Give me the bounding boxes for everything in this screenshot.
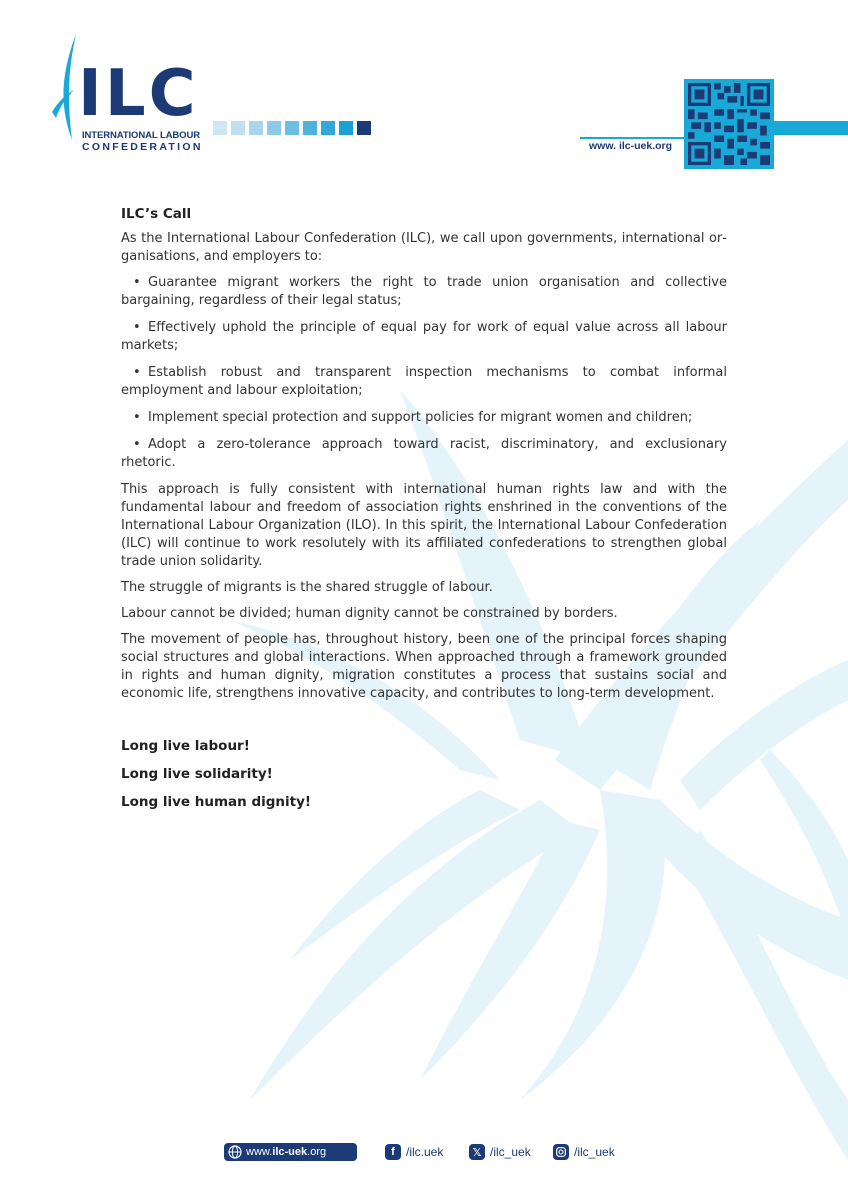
- body-paragraph: Labour cannot be divided; human dignity cannot be constrained by borders.: [121, 606, 618, 621]
- bullet-icon: •: [133, 365, 141, 380]
- x-link[interactable]: [469, 1143, 531, 1161]
- bullet-icon: •: [133, 320, 141, 335]
- list-item: • Effectively uphold the principle of equal pay for work of equal value across all labour markets;: [121, 320, 727, 353]
- facebook-handle: /ilc.uek: [406, 1145, 444, 1159]
- facebook-link[interactable]: [385, 1143, 443, 1161]
- x-icon: 𝕏: [469, 1144, 485, 1160]
- qr-code-icon: [688, 83, 770, 165]
- facebook-icon: f: [385, 1144, 401, 1160]
- footer-website-domain: ilc-uek: [272, 1146, 308, 1158]
- body-paragraph: This approach is fully consistent with international human rights law and with the fundamental labour and freedom of association rights enshrined in the conventions of the International Labour Organization (ILO). In this spirit, the International Labour Confederation (ILC) will continue to work resolutely with its affiliated confederations to strengthen global trade union solidarity.: [121, 482, 727, 569]
- section-heading: ILC’s Call: [121, 206, 192, 222]
- bullet-icon: •: [133, 410, 141, 425]
- slogan: Long live solidarity!: [121, 766, 273, 782]
- letter-body: [121, 205, 727, 821]
- header-website[interactable]: www. ilc-uek.org: [589, 140, 673, 152]
- body-paragraph: The struggle of migrants is the shared struggle of labour.: [121, 580, 493, 595]
- instagram-handle: /ilc_uek: [574, 1145, 615, 1159]
- footer-website-suffix: .org: [307, 1146, 327, 1158]
- slogans: [121, 737, 727, 811]
- bullet-icon: •: [133, 275, 141, 290]
- globe-icon: [228, 1145, 242, 1159]
- intro-paragraph: As the International Labour Confederation (ILC), we call upon governments, international organisations, and employers to:: [121, 231, 727, 264]
- header-dash-strip: [213, 121, 371, 135]
- list-item: • Implement special protection and support policies for migrant women and children;: [121, 409, 727, 427]
- instagram-icon: [553, 1144, 569, 1160]
- instagram-link[interactable]: [553, 1143, 615, 1161]
- footer-website-link[interactable]: [224, 1143, 357, 1161]
- list-item: • Establish robust and transparent inspection mechanisms to combat informal employment and labour exploitation;: [121, 365, 727, 398]
- body-paragraph: The movement of people has, throughout history, been one of the principal forces shaping social structures and global interactions. When approached through a framework grounded in rights and human dignity, migration constitutes a process that sustains social and economic life, strengthens innovative capacity, and contributes to long-term development.: [121, 632, 727, 701]
- list-item: • Guarantee migrant workers the right to trade union organisation and collective bargaining, regardless of their legal status;: [121, 275, 727, 308]
- logo-name-line2: CONFEDERATION: [82, 141, 203, 153]
- x-handle: /ilc_uek: [490, 1145, 531, 1159]
- slogan: Long live human dignity!: [121, 794, 312, 810]
- qr-code: [684, 79, 774, 169]
- header-rule: [580, 137, 684, 139]
- call-list: [121, 274, 727, 472]
- slogan: Long live labour!: [121, 738, 250, 754]
- list-item: • Adopt a zero-tolerance approach toward racist, discriminatory, and exclusionary rhetoric.: [121, 437, 727, 470]
- footer-website-prefix: www.: [246, 1146, 273, 1158]
- ilc-logo: [48, 32, 208, 153]
- header-accent-bar: [772, 121, 848, 135]
- logo-letters: ILC: [78, 57, 199, 131]
- bullet-icon: •: [133, 437, 141, 452]
- logo-name-line1: INTERNATIONAL LABOUR: [82, 130, 200, 141]
